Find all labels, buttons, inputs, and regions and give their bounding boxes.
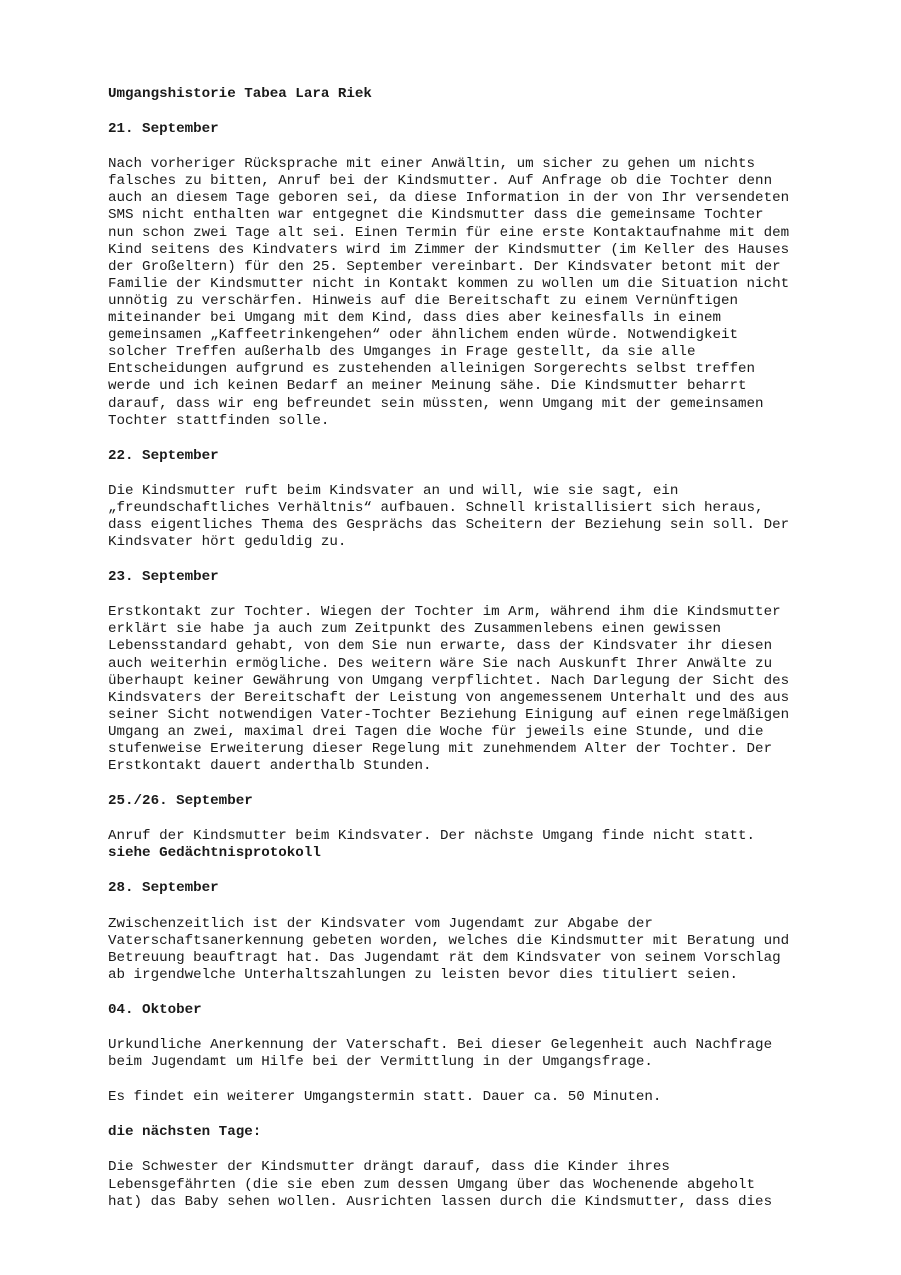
section-25-26-september	[108, 793, 843, 862]
paragraph: Anruf der Kindsmutter beim Kindsvater. Der nächste Umgang finde nicht statt.	[108, 828, 756, 845]
paragraph: Zwischenzeitlich ist der Kindsvater vom Jugendamt zur Abgabe der Vaterschaftsanerkennung gebeten worden, welches die Kindsmutter mit Beratung und Betreuung beauftragt hat. Das Jugendamt rät dem Kindsvater von seinem Vorschlag ab irgendwelche Unterhaltszahlungen zu leisten bevor dies tituliert seien.	[108, 915, 790, 983]
paragraph: Die Schwester der Kindsmutter drängt darauf, dass die Kinder ihres Lebensgefährten (die sie eben zum dessen Umgang über das Wochenende abgeholt hat) das Baby sehen wollen. Ausrichten lassen durch die Kindsmutter, dass dies	[108, 1159, 773, 1210]
paragraph: Nach vorheriger Rücksprache mit einer Anwältin, um sicher zu gehen um nichts falsches zu bitten, Anruf bei der Kindsmutter. Auf Anfrage ob die Tochter denn auch an diesem Tage geboren sei, da diese Information in der von Ihr versendeten SMS nicht enthalten war entgegnet die Kindsmutter dass die gemeinsame Tochter nun schon zwei Tage alt sei. Einen Termin für eine erste Kontaktaufnahme mit dem Kind seitens des Kindvaters wird im Zimmer der Kindsmutter (im Keller des Hauses der Großeltern) für den 25. September vereinbart. Der Kindsvater betont mit der Familie der Kindsmutter nicht in Kontakt kommen zu wollen um die Situation nicht unnötig zu verschärfen. Hinweis auf die Bereitschaft zu einem Vernünftigen miteinander bei Umgang mit dem Kind, dass dies aber keinesfalls in einem gemeinsamen „Kaffeetrinkengehen“ oder ähnlichem enden würde. Notwendigkeit solcher Treffen außerhalb des Umganges in Frage gestellt, da sie alle Entscheidungen aufgrund es zustehenden alleinigen Sorgerechts selbst treffen werde und ich keinen Bedarf an meiner Meinung sähe. Die Kindsmutter beharrt darauf, dass wir eng befreundet sein müssten, wenn Umgang mit der gemeinsamen Tochter stattfinden solle.	[108, 156, 790, 429]
section-21-september	[108, 121, 843, 430]
section-22-september	[108, 448, 843, 551]
document-title: Umgangshistorie Tabea Lara Riek	[108, 86, 372, 102]
paragraph: Urkundliche Anerkennung der Vaterschaft. Bei dieser Gelegenheit auch Nachfrage beim Jugendamt um Hilfe bei der Vermittlung in der Umgangsfrage.	[108, 1037, 773, 1071]
section-die-naechsten-tage	[108, 1124, 843, 1210]
bold-note: siehe Gedächtnisprotokoll	[108, 845, 321, 862]
section-heading: 25./26. September	[108, 793, 253, 810]
section-heading: die nächsten Tage:	[108, 1124, 262, 1141]
section-heading: 22. September	[108, 447, 219, 464]
paragraph: Erstkontakt zur Tochter. Wiegen der Tochter im Arm, während ihm die Kindsmutter erklärt sie habe ja auch zum Zeitpunkt des Zusammenlebens einen gewissen Lebensstandard gehabt, von dem Sie nun erwarte, dass der Kindsvater ihr diesen auch weiterhin ermögliche. Des weitern wäre Sie nach Auskunft Ihrer Anwälte zu überhaupt keiner Gewährung von Umgang verpflichtet. Nach Darlegung der Sicht des Kindsvaters der Bereitschaft der Leistung von angemessenem Unterhalt und des aus seiner Sicht notwendigen Vater-Tochter Beziehung Einigung auf einen regelmäßigen Umgang an zwei, maximal drei Tagen die Woche für jeweils eine Stunde, und die stufenweise Erweiterung dieser Regelung mit zunehmendem Alter der Tochter. Der Erstkontakt dauert anderthalb Stunden.	[108, 604, 790, 775]
section-23-september	[108, 569, 843, 775]
section-04-oktober	[108, 1002, 843, 1106]
section-heading: 23. September	[108, 569, 219, 586]
document-content	[108, 86, 843, 1229]
section-heading: 28. September	[108, 880, 219, 897]
section-28-september	[108, 880, 843, 983]
paragraph: Die Kindsmutter ruft beim Kindsvater an und will, wie sie sagt, ein „freundschaftliches Verhältnis“ aufbauen. Schnell kristallisiert sich heraus, dass eigentliches Thema des Gesprächs das Scheitern der Beziehung sein soll. Der Kindsvater hört geduldig zu.	[108, 482, 790, 551]
paragraph: Es findet ein weiterer Umgangstermin statt. Dauer ca. 50 Minuten.	[108, 1089, 662, 1106]
paragraph-with-note	[108, 828, 843, 862]
section-heading: 21. September	[108, 121, 219, 138]
section-heading: 04. Oktober	[108, 1001, 202, 1018]
